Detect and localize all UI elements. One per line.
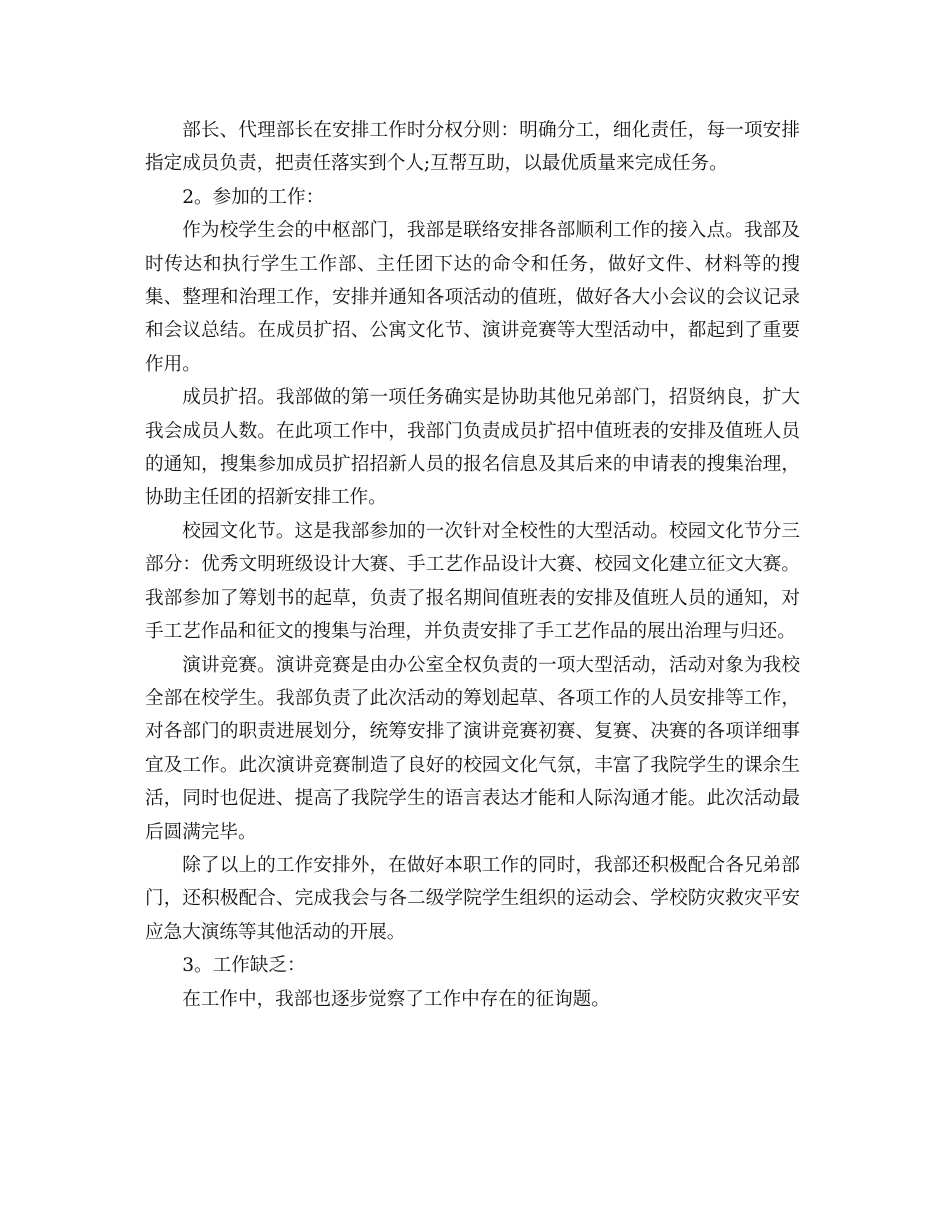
section-heading-participated-work: 2。参加的工作： bbox=[182, 186, 325, 208]
paragraph-other-activities: 除了以上的工作安排外，在做好本职工作的同时，我部还积极配合各兄弟部门，还积极配合、完成我会与各二级学院学生组织的运动会、学校防灾救灾平安应急大演练等其他活动的开展。 bbox=[145, 854, 800, 943]
paragraph-division-of-duties: 部长、代理部长在安排工作时分权分则：明确分工，细化责任，每一项安排指定成员负责，把责任落实到个人;互帮互助，以最优质量来完成任务。 bbox=[145, 120, 800, 175]
section-heading-shortcomings: 3。工作缺乏： bbox=[182, 955, 306, 977]
document-body bbox=[145, 114, 800, 1016]
paragraph-member-recruitment: 成员扩招。我部做的第一项任务确实是协助其他兄弟部门，招贤纳良，扩大我会成员人数。在此项工作中，我部门负责成员扩招中值班表的安排及值班人员的通知，搜集参加成员扩招招新人员的报名信息及其后来的申请表的搜集治理，协助主任团的招新安排工作。 bbox=[145, 387, 800, 509]
paragraph-campus-culture-festival: 校园文化节。这是我部参加的一次针对全校性的大型活动。校园文化节分三部分：优秀文明班级设计大赛、手工艺作品设计大赛、校园文化建立征文大赛。我部参加了筹划书的起草，负责了报名期间值班表的安排及值班人员的通知，对手工艺作品和征文的搜集与治理，并负责安排了手工艺作品的展出治理与归还。 bbox=[145, 520, 800, 643]
paragraph-problems-found: 在工作中，我部也逐步觉察了工作中存在的征询题。 bbox=[182, 988, 610, 1010]
paragraph-central-department: 作为校学生会的中枢部门，我部是联络安排各部顺利工作的接入点。我部及时传达和执行学生工作部、主任团下达的命令和任务，做好文件、材料等的搜集、整理和治理工作，安排并通知各项活动的值班，做好各大小会议的会议记录和会议总结。在成员扩招、公寓文化节、演讲竞赛等大型活动中，都起到了重要作用。 bbox=[145, 220, 800, 375]
paragraph-speech-contest: 演讲竞赛。演讲竞赛是由办公室全权负责的一项大型活动，活动对象为我校全部在校学生。我部负责了此次活动的筹划起草、各项工作的人员安排等工作，对各部门的职责进展划分，统筹安排了演讲竞赛初赛、复赛、决赛的各项详细事宜及工作。此次演讲竞赛制造了良好的校园文化气氛，丰富了我院学生的课余生活，同时也促进、提高了我院学生的语言表达才能和人际沟通才能。此次活动最后圆满完毕。 bbox=[145, 654, 800, 843]
